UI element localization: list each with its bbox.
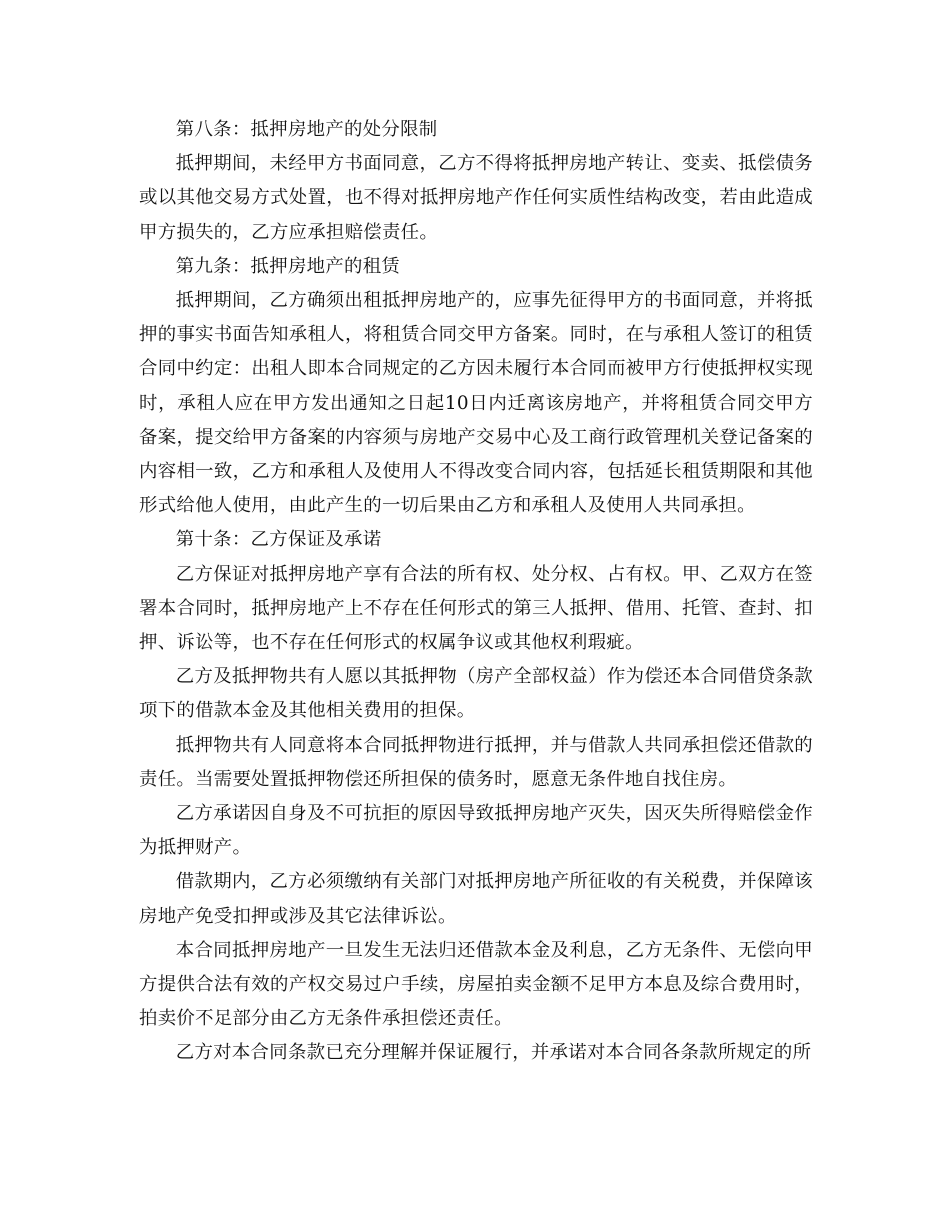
article-8-heading: 第八条：抵押房地产的处分限制 <box>175 119 438 140</box>
article-10-paragraph-3: 抵押物共有人同意将本合同抵押物进行抵押，并与借款人共同承担偿还借款的责任。当需要处置抵押物偿还所担保的债务时，愿意无条件地自找住房。 <box>139 734 813 790</box>
article-10-paragraph-7: 乙方对本合同条款已充分理解并保证履行，并承诺对本合同各条款所规定的所 <box>175 1042 812 1064</box>
article-10-paragraph-2: 乙方及抵押物共有人愿以其抵押物（房产全部权益）作为偿还本合同借贷条款项下的借款本金及其他相关费用的担保。 <box>139 666 813 722</box>
article-9-heading: 第九条：抵押房地产的租赁 <box>175 255 401 277</box>
article-10-paragraph-6: 本合同抵押房地产一旦发生无法归还借款本金及利息，乙方无条件、无偿向甲方提供合法有效的产权交易过户手续，房屋拍卖金额不足甲方本息及综合费用时，拍卖价不足部分由乙方无条件承担偿还责任。 <box>139 939 813 1030</box>
article-8-body: 抵押期间，未经甲方书面同意，乙方不得将抵押房地产转让、变卖、抵偿债务或以其他交易方式处置，也不得对抵押房地产作任何实质性结构改变，若由此造成甲方损失的，乙方应承担赔偿责任。 <box>139 153 813 243</box>
article-10-paragraph-1: 乙方保证对抵押房地产享有合法的所有权、处分权、占有权。甲、乙双方在签署本合同时，抵押房地产上不存在任何形式的第三人抵押、借用、托管、查封、扣押、诉讼等，也不存在任何形式的权属争议或其他权利瑕疵。 <box>139 563 813 654</box>
article-10-paragraph-4: 乙方承诺因自身及不可抗拒的原因导致抵押房地产灭失，因灭失所得赔偿金作为抵押财产。 <box>139 803 813 859</box>
article-10-heading: 第十条：乙方保证及承诺 <box>175 529 382 551</box>
article-10-paragraph-5: 借款期内，乙方必须缴纳有关部门对抵押房地产所征收的有关税费，并保障该房地产免受扣押或涉及其它法律诉讼。 <box>139 871 813 927</box>
article-9-body: 抵押期间，乙方确须出租抵押房地产的，应事先征得甲方的书面同意，并将抵押的事实书面告知承租人，将租赁合同交甲方备案。同时，在与承租人签订的租赁合同中约定：出租人即本合同规定的乙方因未履行本合同而被甲方行使抵押权实现时，承租人应在甲方发出通知之日起10日内迁离该房地产，并将租赁合同交甲方备案，提交给甲方备案的内容须与房地产交易中心及工商行政管理机关登记备案的内容相一致，乙方和承租人及使用人不得改变合同内容，包括延长租赁期限和其他形式给他人使用，由此产生的一切后果由乙方和承租人及使用人共同承担。 <box>139 290 813 517</box>
document-page <box>139 113 813 1071</box>
